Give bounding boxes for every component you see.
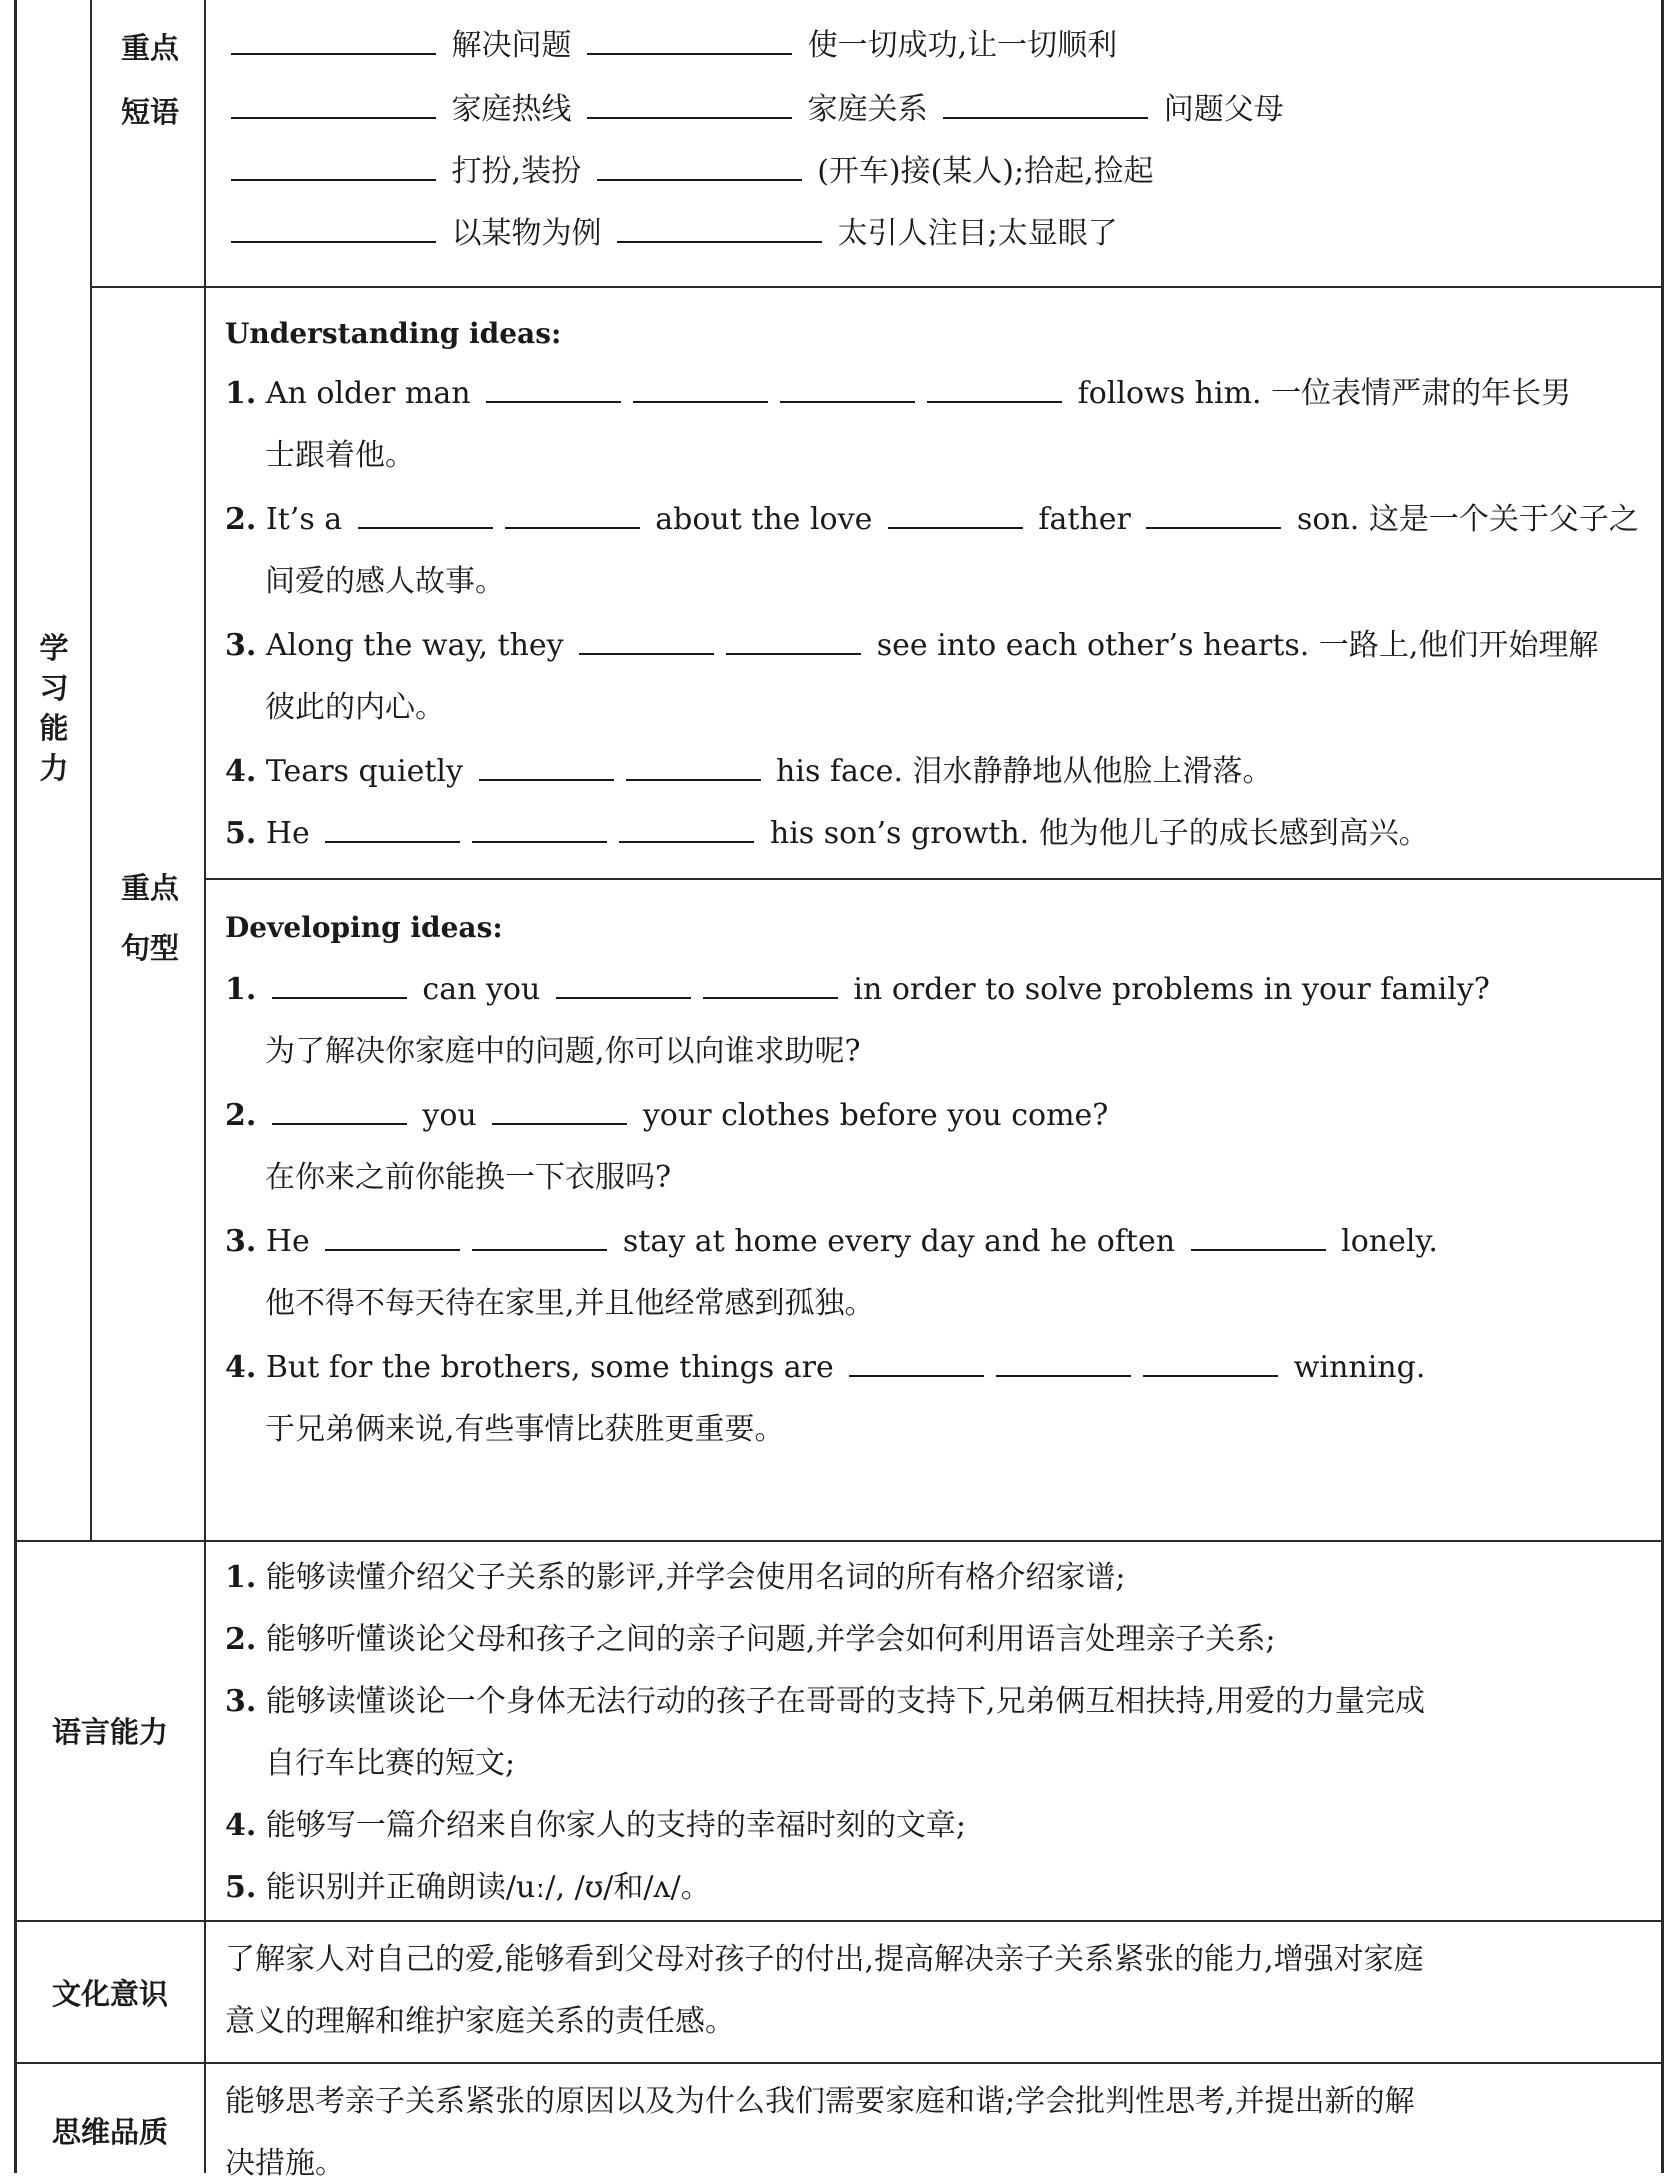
language-item-2: 2. 能够听懂谈论父母和孩子之间的亲子问题,并学会如何利用语言处理亲子关系; — [225, 1622, 1276, 1657]
blank — [927, 400, 1062, 403]
sentence-understanding-4: 4. Tears quietly his face. 泪水静静地从他脸上滑落。 — [225, 754, 1273, 789]
blank — [358, 526, 493, 529]
blank — [492, 1122, 627, 1125]
sentence-developing-1-cont: 为了解决你家庭中的问题,你可以向谁求助呢? — [265, 1034, 861, 1069]
blank — [943, 116, 1148, 119]
blank — [579, 652, 714, 655]
label-key-sentences-1: 重点 — [120, 871, 179, 905]
culture-line-2: 意义的理解和维护家庭关系的责任感。 — [225, 2004, 735, 2039]
vertical-label-char: 习 — [39, 671, 69, 705]
sentence-understanding-3-cont: 彼此的内心。 — [265, 690, 445, 725]
row-divider-developing — [204, 878, 1663, 880]
blank — [587, 52, 792, 55]
row-divider-phrases — [90, 286, 1663, 288]
blank — [272, 1122, 407, 1125]
blank — [472, 1248, 607, 1251]
table-border-right — [1661, 0, 1664, 2173]
heading-developing: Developing ideas: — [225, 911, 503, 944]
blank — [231, 52, 436, 55]
blank — [849, 1374, 984, 1377]
row-divider-language — [14, 1920, 1663, 1922]
blank — [633, 400, 768, 403]
section-label-culture: 文化意识 — [51, 1977, 168, 2011]
phrase-row-4: 以某物为例 太引人注目;太显眼了 — [225, 214, 1645, 254]
vertical-label-char: 能 — [39, 711, 69, 745]
language-item-5: 5. 能识别并正确朗读/uː/, /ʊ/和/ʌ/。 — [225, 1870, 711, 1905]
heading-understanding: Understanding ideas: — [225, 317, 562, 350]
inner-divider-subcolumn — [90, 0, 92, 1540]
row-divider-ability — [14, 1540, 1663, 1542]
label-key-phrases-2: 短语 — [120, 95, 179, 129]
sentence-developing-2: 2. you your clothes before you come? — [225, 1098, 1109, 1133]
phrase-row-3: 打扮,装扮 (开车)接(某人);拾起,捡起 — [225, 152, 1645, 192]
blank — [231, 178, 436, 181]
blank — [780, 400, 915, 403]
blank — [703, 996, 838, 999]
blank — [597, 178, 802, 181]
sentence-understanding-2-cont: 间爱的感人故事。 — [265, 564, 505, 599]
blank — [231, 116, 436, 119]
language-item-1: 1. 能够读懂介绍父子关系的影评,并学会使用名词的所有格介绍家谱; — [225, 1560, 1126, 1595]
blank — [272, 996, 407, 999]
blank — [505, 526, 640, 529]
blank — [1191, 1248, 1326, 1251]
vertical-label-char: 学 — [39, 631, 69, 665]
blank — [617, 240, 822, 243]
sentence-understanding-5: 5. He his son’s growth. 他为他儿子的成长感到高兴。 — [225, 816, 1429, 851]
phrase-row-1: 解决问题 使一切成功,让一切顺利 — [225, 26, 1645, 66]
table-border-left — [14, 0, 17, 2173]
blank — [1146, 526, 1281, 529]
sentence-understanding-2: 2. It’s a about the love father son. 这是一个关于父子之 — [225, 502, 1639, 537]
language-item-3: 3. 能够读懂谈论一个身体无法行动的孩子在哥哥的支持下,兄弟俩互相扶持,用爱的力量完成 — [225, 1684, 1425, 1719]
sentence-developing-3-cont: 他不得不每天待在家里,并且他经常感到孤独。 — [265, 1286, 875, 1321]
culture-line-1: 了解家人对自己的爱,能够看到父母对孩子的付出,提高解决亲子关系紧张的能力,增强对家庭 — [225, 1942, 1424, 1977]
blank — [325, 1248, 460, 1251]
blank — [479, 778, 614, 781]
inner-divider-content — [204, 0, 206, 2173]
blank — [472, 840, 607, 843]
sentence-understanding-3: 3. Along the way, they see into each other’s hearts. 一路上,他们开始理解 — [225, 628, 1599, 663]
sentence-understanding-1-cont: 士跟着他。 — [265, 438, 415, 473]
sentence-understanding-1: 1. An older man follows him. 一位表情严肃的年长男 — [225, 376, 1572, 411]
sentence-developing-3: 3. He stay at home every day and he often lonely. — [225, 1224, 1438, 1259]
blank — [556, 996, 691, 999]
blank — [619, 840, 754, 843]
section-label-learning-ability — [34, 628, 74, 788]
language-item-3-cont: 自行车比赛的短文; — [265, 1746, 516, 1781]
thinking-line-1: 能够思考亲子关系紧张的原因以及为什么我们需要家庭和谐;学会批判性思考,并提出新的解 — [225, 2084, 1415, 2119]
blank — [587, 116, 792, 119]
section-label-language: 语言能力 — [51, 1715, 168, 1749]
label-key-phrases-1: 重点 — [120, 31, 179, 65]
blank — [486, 400, 621, 403]
phrase-row-0 — [225, 0, 1645, 10]
sentence-developing-1: 1. can you in order to solve problems in your family? — [225, 972, 1490, 1007]
blank — [325, 840, 460, 843]
section-label-thinking: 思维品质 — [51, 2115, 168, 2149]
sentence-developing-4: 4. But for the brothers, some things are winning. — [225, 1350, 1426, 1385]
thinking-line-2: 决措施。 — [225, 2146, 345, 2181]
blank — [726, 652, 861, 655]
phrase-row-2: 家庭热线 家庭关系 问题父母 — [225, 90, 1645, 130]
sentence-developing-2-cont: 在你来之前你能换一下衣服吗? — [265, 1160, 672, 1195]
row-divider-culture — [14, 2062, 1663, 2064]
blank — [996, 1374, 1131, 1377]
vertical-label-char: 力 — [39, 751, 69, 785]
blank — [626, 778, 761, 781]
blank — [231, 240, 436, 243]
sentence-developing-4-cont: 于兄弟俩来说,有些事情比获胜更重要。 — [265, 1412, 785, 1447]
label-key-sentences-2: 句型 — [120, 931, 179, 965]
blank — [888, 526, 1023, 529]
blank — [1143, 1374, 1278, 1377]
language-item-4: 4. 能够写一篇介绍来自你家人的支持的幸福时刻的文章; — [225, 1808, 966, 1843]
